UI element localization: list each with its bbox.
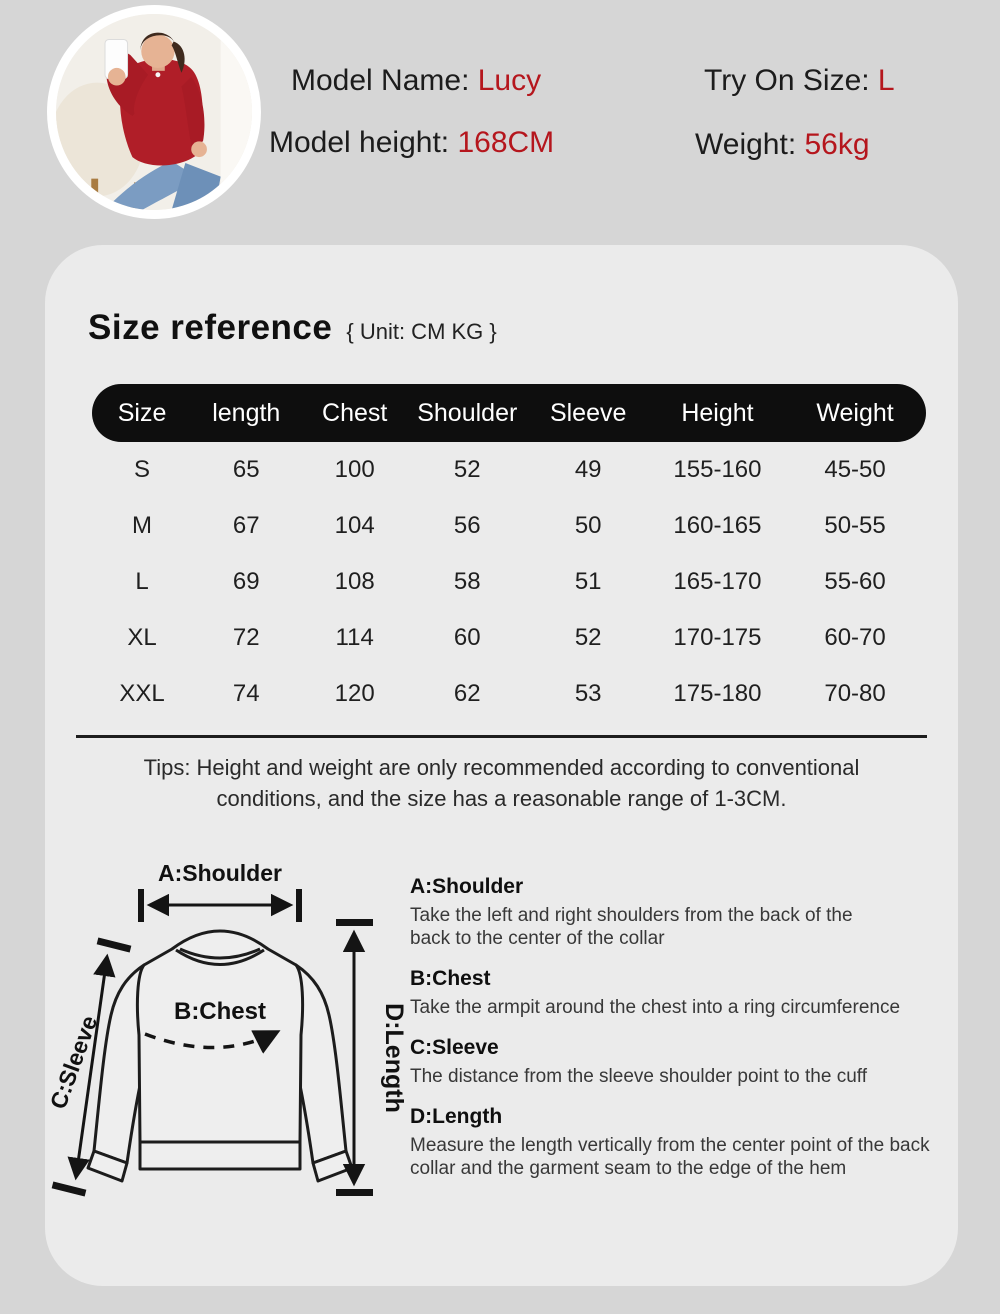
model-height-value: 168CM <box>457 126 555 159</box>
cell: XXL <box>119 680 165 707</box>
measure-title-length: D:Length <box>410 1105 503 1128</box>
cell: 67 <box>232 512 260 539</box>
size-table-header <box>92 384 926 442</box>
model-photo-illustration <box>56 14 252 210</box>
try-on-size-spec <box>704 64 895 98</box>
cell: 65 <box>232 456 260 483</box>
cell: 49 <box>574 456 602 483</box>
col-header-length: length <box>212 398 281 427</box>
measure-desc-chest: Take the armpit around the chest into a ring circumference <box>410 997 901 1018</box>
try-on-size-label: Try On Size: <box>704 64 878 97</box>
cell: 69 <box>232 568 260 595</box>
cell: 155-160 <box>673 456 762 483</box>
model-weight-label: Weight: <box>695 128 805 161</box>
cell: 53 <box>574 680 602 707</box>
model-name-value: Lucy <box>477 64 542 97</box>
table-row <box>92 666 926 722</box>
tips-note <box>45 752 958 814</box>
diagram-sleeve-label: C:Sleeve <box>50 1012 103 1113</box>
measure-title-shoulder: A:Shoulder <box>410 875 524 898</box>
col-header-weight: Weight <box>816 398 894 427</box>
cell: 72 <box>232 624 260 651</box>
model-name-spec <box>291 64 541 98</box>
cell: 62 <box>453 680 481 707</box>
cell: 104 <box>334 512 375 539</box>
diagram-length-label: D:Length <box>380 1003 408 1113</box>
cell: L <box>135 568 149 595</box>
cell: 50-55 <box>824 512 886 539</box>
table-row <box>92 610 926 666</box>
cell: 52 <box>574 624 602 651</box>
col-header-shoulder: Shoulder <box>417 398 518 427</box>
col-header-sleeve: Sleeve <box>549 398 627 427</box>
model-height-spec <box>269 126 554 160</box>
col-header-height: Height <box>681 398 754 427</box>
measurement-descriptions <box>410 875 970 1197</box>
cell: 51 <box>574 568 602 595</box>
cell: 52 <box>453 456 481 483</box>
measure-desc-length: Measure the length vertically from the center point of the back collar and the garment seam to the edge of the hem <box>410 1135 930 1179</box>
table-row <box>92 498 926 554</box>
cell: 160-165 <box>673 512 762 539</box>
tips-line-1: Tips: Height and weight are only recommended according to conventional <box>143 755 860 780</box>
cell: 170-175 <box>673 624 762 651</box>
cell: S <box>134 456 151 483</box>
cell: 50 <box>574 512 602 539</box>
size-reference-heading <box>88 308 497 348</box>
cell: 60-70 <box>824 624 886 651</box>
model-weight-value: 56kg <box>804 128 870 161</box>
page-title: Size reference <box>88 308 333 347</box>
cell: 165-170 <box>673 568 762 595</box>
diagram-shoulder-label: A:Shoulder <box>158 860 282 886</box>
try-on-size-value: L <box>877 64 895 97</box>
model-name-label: Model Name: <box>291 64 478 97</box>
divider <box>76 735 927 738</box>
measurement-diagram <box>50 853 415 1223</box>
table-row <box>92 554 926 610</box>
cell: 74 <box>232 680 260 707</box>
cell: 100 <box>334 456 375 483</box>
measure-desc-sleeve: The distance from the sleeve shoulder point to the cuff <box>410 1066 867 1087</box>
measure-title-sleeve: C:Sleeve <box>410 1036 499 1059</box>
cell: 175-180 <box>673 680 762 707</box>
tips-line-2: conditions, and the size has a reasonable range of 1-3CM. <box>216 786 787 811</box>
table-row <box>92 442 926 498</box>
measure-title-chest: B:Chest <box>410 967 491 990</box>
cell: 55-60 <box>824 568 886 595</box>
col-header-size: Size <box>117 398 167 427</box>
size-table-body <box>92 442 926 722</box>
measure-desc-shoulder: Take the left and right shoulders from the back of the back to the center of the collar <box>410 905 853 949</box>
cell: 58 <box>453 568 481 595</box>
cell: 108 <box>334 568 375 595</box>
unit-note: { Unit: CM KG } <box>346 319 497 344</box>
size-reference-card <box>45 245 958 1286</box>
cell: M <box>132 512 153 539</box>
cell: 56 <box>453 512 481 539</box>
col-header-chest: Chest <box>322 398 388 427</box>
model-weight-spec <box>695 128 870 162</box>
cell: 120 <box>334 680 375 707</box>
cell: 70-80 <box>824 680 886 707</box>
diagram-chest-label: B:Chest <box>173 998 267 1025</box>
cell: 114 <box>335 624 374 651</box>
cell: 45-50 <box>824 456 886 483</box>
model-height-label: Model height: <box>269 126 458 159</box>
cell: XL <box>127 624 157 651</box>
model-photo <box>47 5 261 219</box>
cell: 60 <box>453 624 481 651</box>
